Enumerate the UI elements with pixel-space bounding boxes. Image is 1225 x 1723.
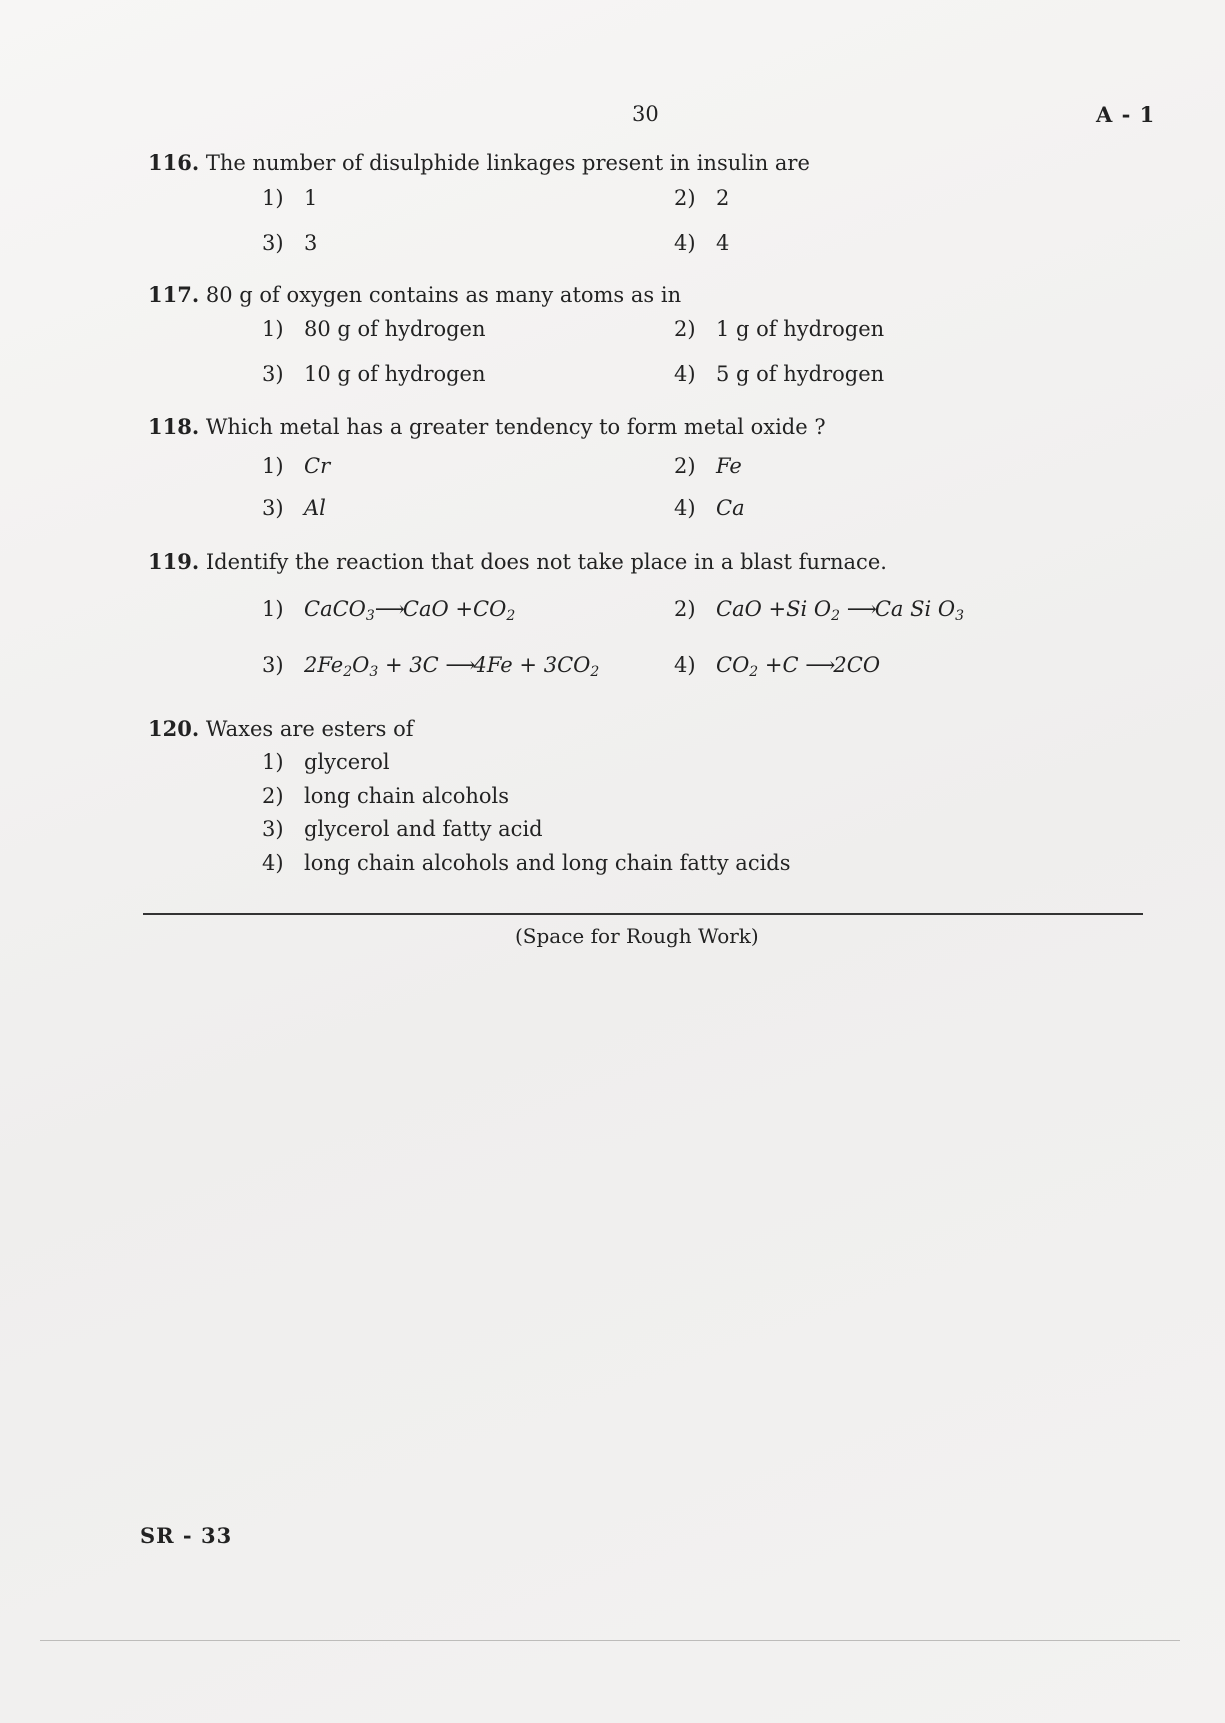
option-119-2: 2) CaO +Si $O_2$ ⟶Ca Si $O_3$: [674, 597, 965, 624]
option-117-3: 3) 10 g of hydrogen: [262, 362, 486, 386]
question-117: [148, 282, 681, 307]
option-119-4: 4) $CO_2 +C$ ⟶2CO: [674, 653, 881, 680]
question-116: [148, 150, 810, 175]
option-116-2: 2) 2: [674, 186, 730, 210]
question-120: [148, 716, 414, 741]
question-text: 80 g of oxygen contains as many atoms as in: [205, 283, 682, 307]
option-120-2: 2) long chain alcohols: [262, 784, 510, 808]
option-116-1: 1) 1: [262, 186, 318, 210]
option-118-2: 2) Fe: [674, 454, 742, 478]
question-text: Which metal has a greater tendency to form metal oxide ?: [205, 415, 826, 439]
question-number: 116.: [148, 150, 200, 175]
option-118-4: 4) Ca: [674, 496, 745, 520]
question-number: 120.: [148, 716, 200, 741]
option-119-3: 3) $2Fe_2O_3 + 3C$ ⟶4Fe + $3CO_2$: [262, 653, 600, 680]
question-number: 119.: [148, 549, 200, 574]
option-120-3: 3) glycerol and fatty acid: [262, 817, 543, 841]
option-118-3: 3) Al: [262, 496, 326, 520]
rough-work-label: (Space for Rough Work): [515, 924, 759, 948]
page-bottom-rule: [40, 1640, 1180, 1641]
rough-work-divider: [143, 913, 1143, 915]
question-text: Waxes are esters of: [205, 717, 414, 741]
question-text: Identify the reaction that does not take place in a blast furnace.: [205, 550, 887, 574]
question-119: [148, 549, 887, 574]
page-number: 30: [632, 102, 659, 126]
option-120-1: 1) glycerol: [262, 750, 390, 774]
reaction-arrow-icon: ⟶: [374, 597, 403, 621]
option-117-2: 2) 1 g of hydrogen: [674, 317, 885, 341]
question-text: The number of disulphide linkages present in insulin are: [205, 151, 810, 175]
option-117-4: 4) 5 g of hydrogen: [674, 362, 885, 386]
option-118-1: 1) Cr: [262, 454, 331, 478]
question-number: 118.: [148, 414, 200, 439]
reaction-arrow-icon: ⟶: [846, 597, 875, 621]
question-number: 117.: [148, 282, 200, 307]
reaction-arrow-icon: ⟶: [445, 653, 474, 677]
option-120-4: 4) long chain alcohols and long chain fatty acids: [262, 851, 791, 875]
option-119-1: 1) CaCO$_3$⟶CaO $+CO_2$: [262, 597, 516, 624]
question-118: [148, 414, 826, 439]
reaction-arrow-icon: ⟶: [805, 653, 834, 677]
footer-code: SR - 33: [140, 1523, 233, 1548]
option-117-1: 1) 80 g of hydrogen: [262, 317, 486, 341]
option-116-3: 3) 3: [262, 231, 318, 255]
option-116-4: 4) 4: [674, 231, 730, 255]
set-code: A - 1: [1096, 102, 1156, 127]
